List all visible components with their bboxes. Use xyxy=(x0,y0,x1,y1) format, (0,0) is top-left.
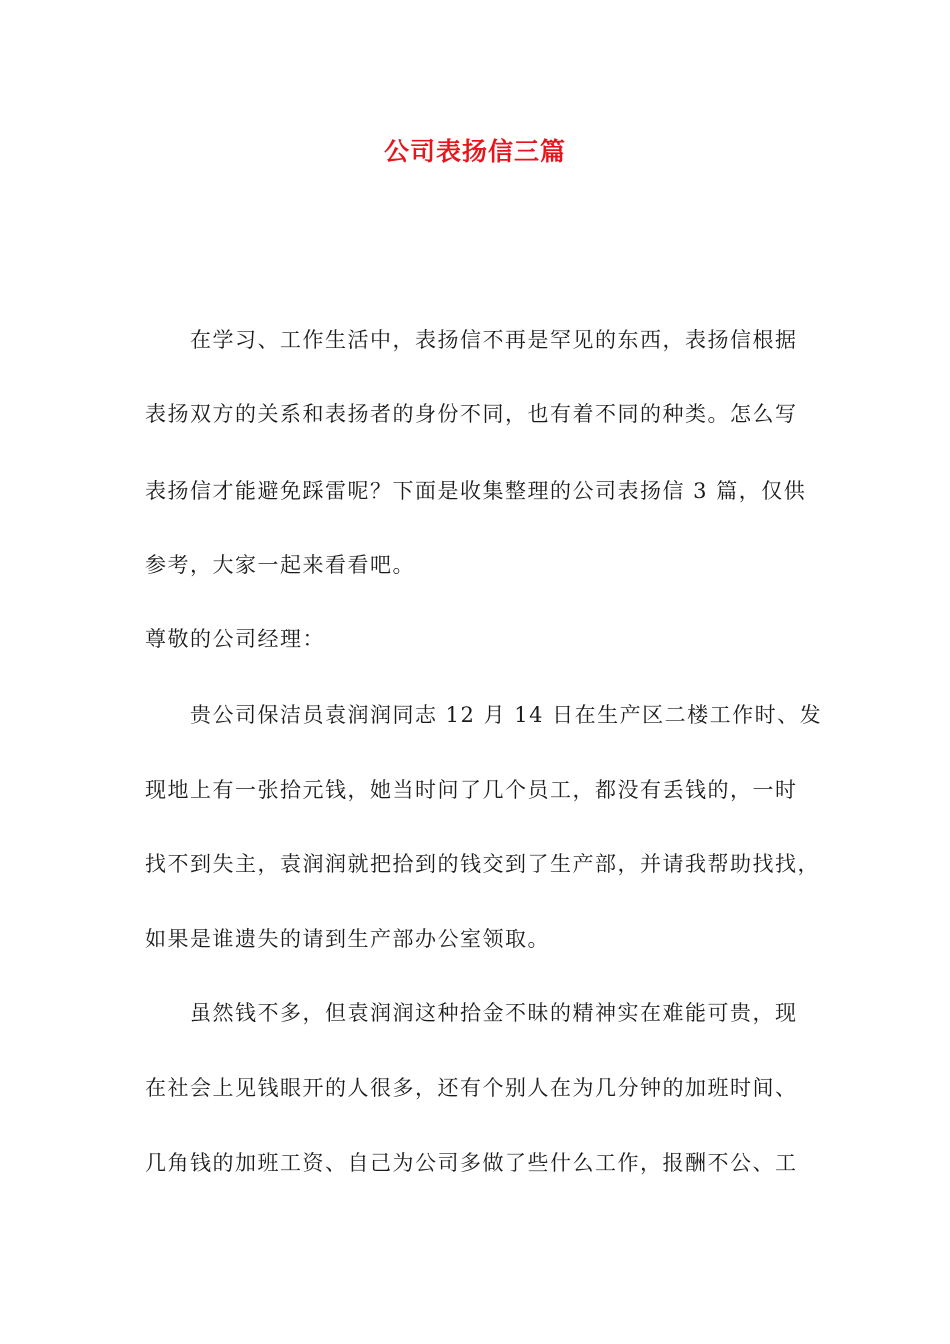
document-title: 公司表扬信三篇 xyxy=(383,137,566,166)
paragraph-line: 在社会上见钱眼开的人很多，还有个别人在为几分钟的加班时间、 xyxy=(145,1076,798,1100)
paragraph-line: 现地上有一张拾元钱，她当时问了几个员工，都没有丢钱的，一时 xyxy=(145,778,798,802)
paragraph-line: 表扬双方的关系和表扬者的身份不同，也有着不同的种类。怎么写 xyxy=(145,402,798,426)
paragraph-line: 找不到失主，袁润润就把拾到的钱交到了生产部，并请我帮助找找， xyxy=(145,852,820,876)
paragraph-line: 几角钱的加班工资、自己为公司多做了些什么工作，报酬不公、工 xyxy=(145,1151,798,1175)
paragraph-line: 虽然钱不多，但袁润润这种拾金不昧的精神实在难能可贵，现 xyxy=(190,1001,798,1025)
paragraph-line: 如果是谁遗失的请到生产部办公室领取。 xyxy=(145,927,550,951)
paragraph-line: 在学习、工作生活中，表扬信不再是罕见的东西，表扬信根据 xyxy=(190,328,798,352)
salutation-line: 尊敬的公司经理： xyxy=(145,627,325,651)
paragraph-line: 贵公司保洁员袁润润同志 12 月 14 日在生产区二楼工作时、发 xyxy=(190,703,823,727)
paragraph-line: 表扬信才能避免踩雷呢？下面是收集整理的公司表扬信 3 篇，仅供 xyxy=(145,479,807,503)
paragraph-line: 参考，大家一起来看看吧。 xyxy=(145,553,415,577)
